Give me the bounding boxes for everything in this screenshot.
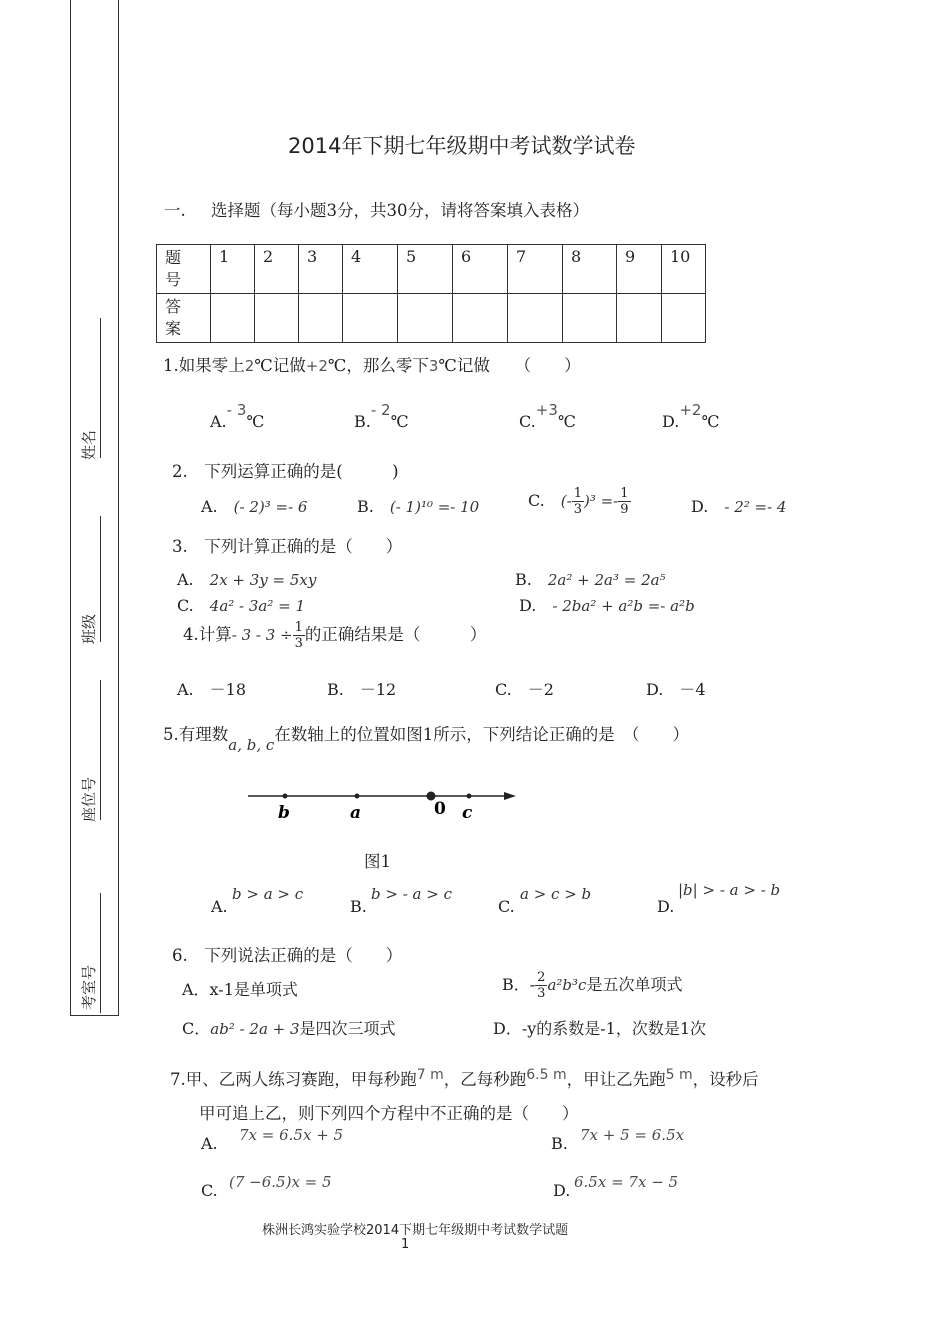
q7-option-c: (7 −6.5)x = 5 [229,1173,332,1191]
table-cell: 7 [508,245,563,294]
question-5: 5.有理数a, b, c在数轴上的位置如图1所示，下列结论正确的是 （ ） [163,725,690,754]
class-label: 班级 [80,613,98,644]
table-header-cell: 题 号 [157,245,211,294]
q6-option-b: B．- $\frac{2}{3}$ a²b³c是五次单项式 [502,970,683,1001]
room-label: 考室号 [80,964,98,1010]
answer-cell-5[interactable] [398,294,453,343]
q7-option-a-label: A. [201,1134,218,1153]
q2-option-a: A. (- 2)³ =- 6 [201,497,308,516]
answer-cell-7[interactable] [508,294,563,343]
q5-option-d: |b| > - a > - b [678,881,781,899]
q5-option-b: b > - a > c [371,885,452,903]
question-6: 6. 下列说法正确的是（ ） [172,946,403,965]
answer-cell-8[interactable] [563,294,617,343]
name-label: 姓名 [80,429,98,460]
label-c: c [462,803,473,823]
q7-option-b: 7x + 5 = 6.5x [580,1126,685,1144]
table-cell: 2 [255,245,299,294]
table-cell: 1 [211,245,255,294]
table-cell: 10 [662,245,706,294]
q5-option-c-label: C. [498,897,515,916]
question-3: 3. 下列计算正确的是（ ） [172,537,403,556]
label-0: 0 [434,799,446,819]
page-number: 1 [401,1237,410,1252]
q3-option-b: B. 2a² + 2a³ = 2a⁵ [515,570,666,589]
question-2: 2. 下列运算正确的是( ) [172,462,399,481]
q3-option-a: A. 2x + 3y = 5xy [177,570,317,589]
question-1: 1.如果零上2℃记做+2℃，那么零下3℃记做 （ ） [163,356,581,375]
label-a: a [350,803,362,823]
q6-option-d: D．-y的系数是-1，次数是1次 [493,1019,707,1038]
table-cell: 9 [617,245,662,294]
question-7-line2: 甲可追上乙，则下列四个方程中不正确的是（ ） [199,1104,579,1123]
binding-strip [70,0,119,1016]
q7-option-c-label: C. [201,1181,218,1200]
room-line [100,893,101,1013]
answer-table [156,244,706,343]
q3-option-d: D. - 2ba² + a²b =- a²b [519,596,695,615]
q1-option-a: A.- 3℃ [210,401,265,431]
point-c [467,794,472,799]
q3-option-c: C. 4a² - 3a² = 1 [177,596,306,615]
answer-cell-2[interactable] [255,294,299,343]
q4-option-b: B. －12 [327,680,397,699]
q6-option-a: A．x-1是单项式 [182,980,298,999]
number-line-figure [240,780,530,830]
q7-option-d: 6.5x = 7x − 5 [574,1173,679,1191]
answer-cell-6[interactable] [453,294,508,343]
point-a [355,794,360,799]
question-7: 7.甲、乙两人练习赛跑，甲每秒跑$^{7 m}$，乙每秒跑$^{6.5 m}$，甲让乙先跑$^{5 m}$，设秒后 [170,1067,759,1089]
q4-option-d: D. －4 [646,680,706,699]
q6-option-c: C．ab² - 2a + 3是四次三项式 [182,1019,396,1038]
q7-option-b-label: B. [551,1134,568,1153]
table-row [157,245,706,294]
answer-cell-3[interactable] [299,294,343,343]
table-cell: 4 [343,245,398,294]
table-cell: 6 [453,245,508,294]
q5-option-a: b > a > c [232,885,304,903]
table-cell: 3 [299,245,343,294]
q2-option-b: B. (- 1)¹⁰ =- 10 [357,497,480,516]
answer-cell-9[interactable] [617,294,662,343]
table-cell: 8 [563,245,617,294]
seat-line [100,680,101,820]
table-header-cell: 答 案 [157,294,211,343]
q1-option-c: C.+3℃ [519,401,576,431]
footer-school: 株洲长鸿实验学校2014下期七年级期中考试数学试题 [262,1223,569,1238]
q1-option-d: D.+2℃ [662,401,720,431]
section-heading: 选择题（每小题3分，共30分，请将答案填入表格） [211,201,589,220]
class-line [100,516,101,642]
question-4: 4.计算- 3 - 3 ÷ $\frac{1}{3}$ 的正确结果是（ ） [183,620,487,651]
q2-option-c: C. (- $\frac{1}{3}$ )³ =- $\frac{1}{9}$ [528,486,629,517]
q2-option-d: D. - 2² =- 4 [691,497,787,516]
q4-option-a: A. －18 [177,680,247,699]
table-cell: 5 [398,245,453,294]
page-title: 2014年下期七年级期中考试数学试卷 [288,134,636,158]
q4-option-c: C. －2 [495,680,554,699]
seat-label: 座位号 [80,776,98,822]
arrow-head-icon [504,792,516,800]
section-number: 一. [164,201,186,220]
figure-caption: 图1 [364,852,391,871]
q1-option-b: B.- 2℃ [354,401,409,431]
q5-option-a-label: A. [211,897,228,916]
q7-option-a: 7x = 6.5x + 5 [239,1126,344,1144]
table-row [157,294,706,343]
q5-option-d-label: D. [657,897,675,916]
answer-cell-1[interactable] [211,294,255,343]
point-b [283,794,288,799]
answer-cell-4[interactable] [343,294,398,343]
q7-option-d-label: D. [553,1181,571,1200]
name-line [100,318,101,458]
q5-option-b-label: B. [350,897,367,916]
answer-cell-10[interactable] [662,294,706,343]
label-b: b [278,803,290,823]
q5-option-c: a > c > b [520,885,592,903]
